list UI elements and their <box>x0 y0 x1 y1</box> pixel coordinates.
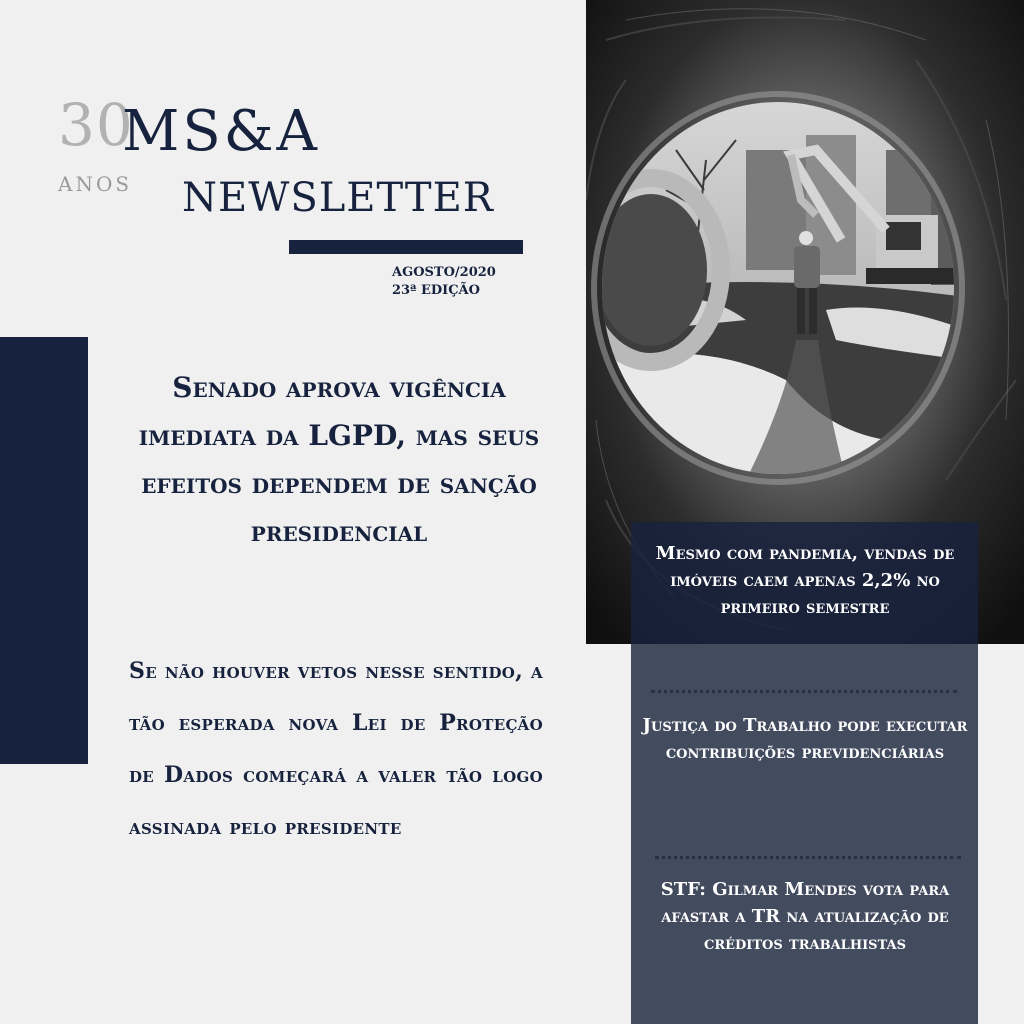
news-panel-bottom <box>631 644 978 1024</box>
main-headline: Senado aprova vigência imediata da LGPD, mas seus efeitos dependem de sanção presidencial <box>138 371 540 548</box>
news-item-imoveis: Mesmo com pandemia, vendas de imóveis caem apenas 2,2% no primeiro semestre <box>655 543 955 618</box>
edition-number: 23ª EDIÇÃO <box>392 283 480 298</box>
newsletter-title: NEWSLETTER <box>182 175 494 221</box>
brand-name: MS&A <box>122 99 320 164</box>
news-item-stf: STF: Gilmar Mendes vota para afastar a TR na atualização de créditos trabalhistas <box>660 879 950 954</box>
main-body: Se não houver vetos nesse sentido, a tão esperada nova Lei de Proteção de Dados começará a valer tão logo assinada pelo presidente <box>129 658 543 840</box>
news-divider <box>655 856 961 859</box>
news-divider <box>651 690 957 693</box>
edition-date: AGOSTO/2020 <box>392 265 496 280</box>
anniversary-label: ANOS <box>58 172 133 196</box>
edition-info <box>392 264 496 300</box>
anniversary-number: 30 <box>58 91 134 159</box>
news-item-justica-trabalho: Justiça do Trabalho pode executar contribuições previdenciárias <box>642 715 968 763</box>
left-accent-bar <box>0 337 88 764</box>
title-rule <box>289 240 523 254</box>
